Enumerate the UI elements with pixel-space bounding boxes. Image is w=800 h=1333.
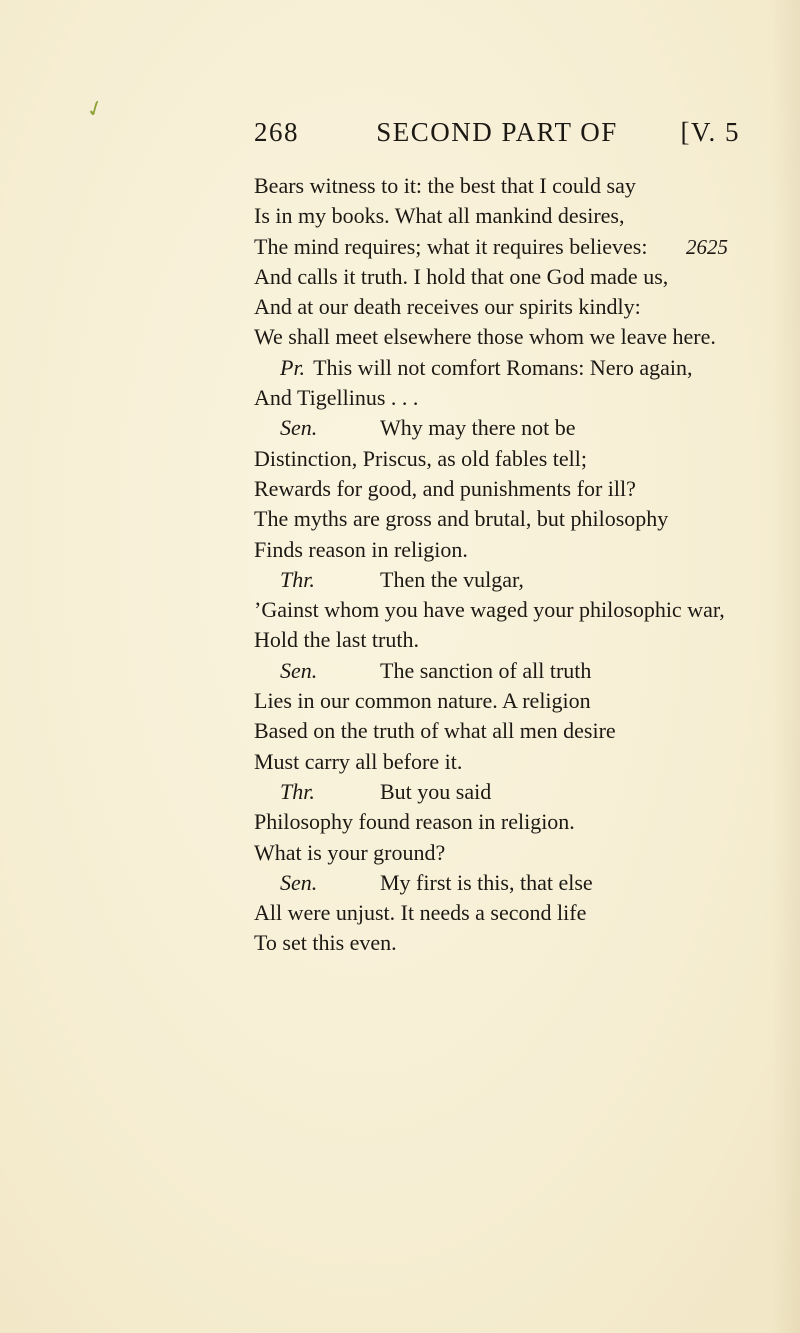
line-text: Must carry all before it. [254,748,463,774]
text-line [254,292,754,322]
text-line [254,262,754,292]
text-line [254,232,754,262]
text-line [254,928,754,958]
text-line [254,595,754,625]
line-text: Lies in our common nature. A religion [254,688,591,714]
text-line [254,504,754,534]
section-marker: [V. 5 [680,117,740,147]
ink-mark-icon: ✓ [82,93,108,124]
line-text: My first is this, that else [380,869,593,895]
text-line [254,383,754,413]
speaker-name: Thr. [280,566,315,592]
line-text: And at our death receives our spirits kindly: [254,294,641,320]
line-text: Why may there not be [380,415,576,441]
line-text: Distinction, Priscus, as old fables tell; [254,445,588,471]
line-text: ’Gainst whom you have waged your philosophic war, [254,597,725,623]
line-text: Bears witness to it: the best that I could say [254,173,636,198]
text-line [254,444,754,474]
line-text: The sanction of all truth [380,657,592,683]
text-line [254,716,754,746]
speaker-name: Thr. [280,778,315,804]
line-text: All were unjust. It needs a second life [254,900,587,926]
line-text: And Tigellinus . . . [254,385,419,411]
speaker-name: Sen. [280,657,318,683]
text-line [254,171,754,201]
text-line [254,474,754,504]
speaker-line [254,565,754,595]
line-text: The mind requires; what it requires believes: [254,233,648,259]
text-line [254,747,754,777]
page-number: 268 [254,117,299,147]
speaker-line [254,353,754,383]
text-line [254,625,754,655]
line-text: And calls it truth. I hold that one God made us, [254,263,669,289]
speaker-name: Sen. [280,415,318,441]
line-text: The myths are gross and brutal, but philosophy [254,506,669,532]
speaker-line [254,413,754,443]
text-line [254,535,754,565]
speaker-line [254,777,754,807]
text-line [254,807,754,837]
line-text: Rewards for good, and punishments for ill? [254,475,636,501]
margin-line-number: 2625 [686,234,728,259]
line-text: Hold the last truth. [254,627,419,653]
line-text: Is in my books. What all mankind desires, [254,203,625,229]
speaker-name: Sen. [280,869,318,895]
page-edge-shadow [772,0,800,1333]
text-line [254,322,754,352]
line-text: But you said [380,778,492,804]
page-header [254,117,740,153]
line-text: What is your ground? [254,839,446,865]
running-title: SECOND PART OF [376,117,618,147]
line-text: Philosophy found reason in religion. [254,809,575,835]
speaker-line [254,868,754,898]
line-text: Based on the truth of what all men desire [254,718,616,744]
line-text: Then the vulgar, [380,566,524,592]
poem-text [254,171,754,959]
line-text: We shall meet elsewhere those whom we leave here. [254,324,716,350]
text-line [254,898,754,928]
speaker-line [254,656,754,686]
speaker-name: Pr. [280,354,306,380]
line-text: This will not comfort Romans: Nero again, [313,354,693,380]
text-line [254,838,754,868]
text-line [254,201,754,231]
line-text: To set this even. [254,930,397,956]
line-text: Finds reason in religion. [254,536,468,562]
text-line [254,686,754,716]
